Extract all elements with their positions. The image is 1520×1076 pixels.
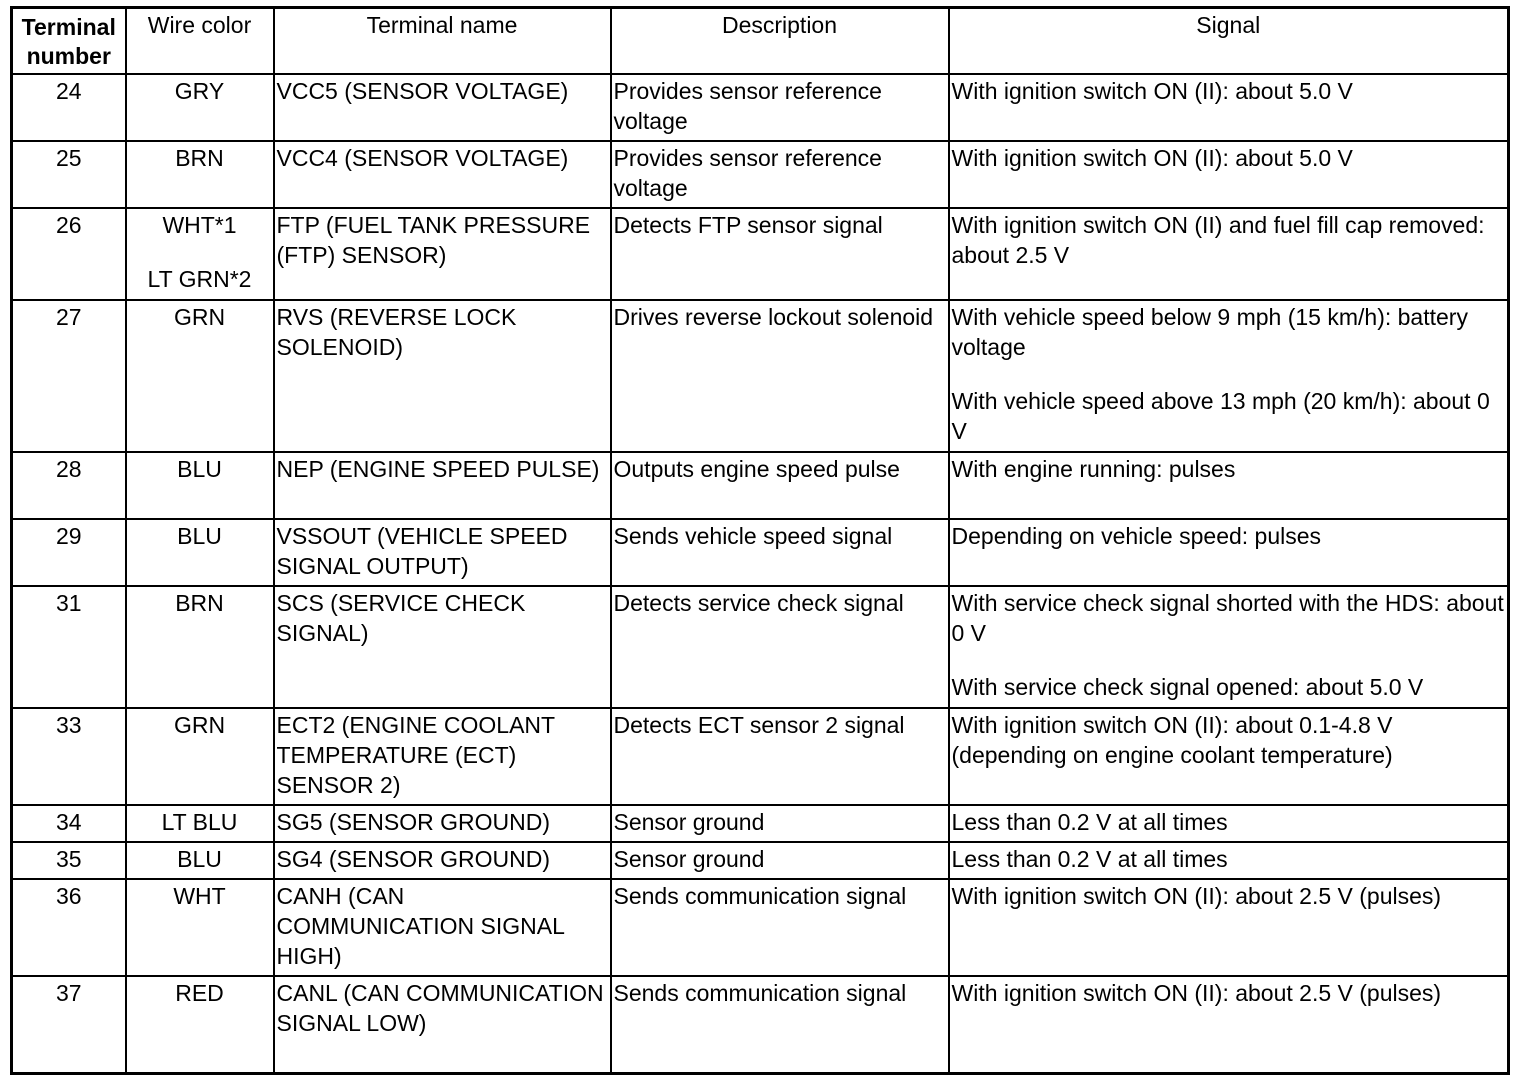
terminal-number-cell: 31 — [12, 586, 126, 708]
signal-text: Less than 0.2 V at all times — [951, 809, 1228, 835]
signal-cell — [949, 452, 1509, 519]
signal-text: With ignition switch ON (II): about 5.0 V — [951, 145, 1353, 171]
terminal-number-cell: 34 — [12, 805, 126, 842]
header-row — [12, 8, 1509, 75]
table-row — [12, 208, 1509, 300]
description-cell: Sends communication signal — [611, 976, 949, 1073]
terminal-name-cell: RVS (REVERSE LOCK SOLENOID) — [274, 300, 611, 452]
wire-color-value: BLU — [177, 846, 222, 872]
wire-color-value: GRN — [173, 304, 226, 330]
wire-color-value: BRN — [175, 145, 224, 171]
signal-text: Less than 0.2 V at all times — [951, 846, 1228, 872]
table-body — [12, 74, 1509, 1073]
signal-cell — [949, 141, 1509, 208]
terminal-name-cell: SCS (SERVICE CHECK SIGNAL) — [274, 586, 611, 708]
wire-color-cell — [126, 208, 274, 300]
signal-cell — [949, 300, 1509, 452]
wire-color-value: BRN — [175, 590, 224, 616]
wire-color-cell — [126, 519, 274, 586]
wire-color-cell — [126, 879, 274, 976]
terminal-name-cell: VSSOUT (VEHICLE SPEED SIGNAL OUTPUT) — [274, 519, 611, 586]
header-wire-color: Wire color — [126, 8, 274, 75]
header-description: Description — [611, 8, 949, 75]
terminal-number-cell: 27 — [12, 300, 126, 452]
signal-cell — [949, 879, 1509, 976]
terminal-number-cell: 24 — [12, 74, 126, 141]
table-row — [12, 586, 1509, 708]
terminal-number-cell: 28 — [12, 452, 126, 519]
signal-text: With ignition switch ON (II) and fuel fill cap removed: about 2.5 V — [951, 212, 1485, 268]
header-terminal-number: Terminal number — [12, 8, 126, 75]
terminal-number-cell: 29 — [12, 519, 126, 586]
wire-color-cell — [126, 805, 274, 842]
table-row — [12, 805, 1509, 842]
terminal-number-cell: 37 — [12, 976, 126, 1073]
table-row — [12, 300, 1509, 452]
signal-text: With ignition switch ON (II): about 2.5 V (pulses) — [951, 980, 1442, 1006]
signal-cell — [949, 208, 1509, 300]
terminal-name-cell: CANL (CAN COMMUNICATION SIGNAL LOW) — [274, 976, 611, 1073]
signal-text: With service check signal opened: about 5.0 V — [951, 674, 1424, 700]
terminal-name-cell: CANH (CAN COMMUNICATION SIGNAL HIGH) — [274, 879, 611, 976]
terminal-number-cell: 35 — [12, 842, 126, 879]
wire-color-value: LT BLU — [161, 809, 238, 835]
wire-color-cell — [126, 708, 274, 805]
wire-color-value: RED — [175, 980, 224, 1006]
wire-color-value: GRY — [174, 78, 225, 104]
terminal-name-cell: NEP (ENGINE SPEED PULSE) — [274, 452, 611, 519]
wire-color-value: WHT*1 — [162, 212, 237, 238]
terminal-name-cell: VCC5 (SENSOR VOLTAGE) — [274, 74, 611, 141]
description-cell: Provides sensor reference voltage — [611, 74, 949, 141]
description-cell: Sensor ground — [611, 842, 949, 879]
wire-color-value: LT GRN*2 — [147, 266, 252, 292]
header-signal: Signal — [949, 8, 1509, 75]
terminal-number-cell: 26 — [12, 208, 126, 300]
table-row — [12, 976, 1509, 1073]
table-row — [12, 879, 1509, 976]
wire-color-cell — [126, 586, 274, 708]
signal-text: With vehicle speed above 13 mph (20 km/h): about 0 V — [951, 388, 1490, 444]
signal-cell — [949, 708, 1509, 805]
signal-text: With ignition switch ON (II): about 2.5 V (pulses) — [951, 883, 1442, 909]
wire-color-cell — [126, 141, 274, 208]
table-header — [12, 8, 1509, 75]
terminal-name-cell: SG4 (SENSOR GROUND) — [274, 842, 611, 879]
signal-cell — [949, 805, 1509, 842]
signal-cell — [949, 519, 1509, 586]
wire-color-value: BLU — [177, 456, 222, 482]
signal-cell — [949, 74, 1509, 141]
table-row — [12, 141, 1509, 208]
table-row — [12, 452, 1509, 519]
terminal-name-cell: FTP (FUEL TANK PRESSURE (FTP) SENSOR) — [274, 208, 611, 300]
signal-text: With engine running: pulses — [951, 456, 1236, 482]
signal-cell — [949, 586, 1509, 708]
terminal-number-cell: 33 — [12, 708, 126, 805]
terminal-name-cell: VCC4 (SENSOR VOLTAGE) — [274, 141, 611, 208]
signal-text: With service check signal shorted with the HDS: about 0 V — [951, 590, 1504, 646]
wire-color-cell — [126, 842, 274, 879]
terminal-number-cell: 36 — [12, 879, 126, 976]
description-cell: Detects ECT sensor 2 signal — [611, 708, 949, 805]
signal-cell — [949, 842, 1509, 879]
wire-color-value: WHT — [173, 883, 226, 909]
signal-text: With ignition switch ON (II): about 0.1-4.8 V (depending on engine coolant temperature) — [951, 712, 1393, 768]
description-cell: Drives reverse lockout solenoid — [611, 300, 949, 452]
description-cell: Sensor ground — [611, 805, 949, 842]
terminal-name-cell: ECT2 (ENGINE COOLANT TEMPERATURE (ECT) SENSOR 2) — [274, 708, 611, 805]
signal-text: With vehicle speed below 9 mph (15 km/h): battery voltage — [951, 304, 1468, 360]
signal-text: With ignition switch ON (II): about 5.0 V — [951, 78, 1353, 104]
signal-cell — [949, 976, 1509, 1073]
description-cell: Detects FTP sensor signal — [611, 208, 949, 300]
terminal-table — [10, 6, 1510, 1075]
table-row — [12, 74, 1509, 141]
description-cell: Sends vehicle speed signal — [611, 519, 949, 586]
wire-color-value: GRN — [173, 712, 226, 738]
signal-text: Depending on vehicle speed: pulses — [951, 523, 1322, 549]
description-cell: Outputs engine speed pulse — [611, 452, 949, 519]
wire-color-cell — [126, 976, 274, 1073]
description-cell: Detects service check signal — [611, 586, 949, 708]
wire-color-cell — [126, 74, 274, 141]
wire-color-cell — [126, 300, 274, 452]
table-row — [12, 708, 1509, 805]
wire-color-cell — [126, 452, 274, 519]
table-row — [12, 519, 1509, 586]
description-cell: Sends communication signal — [611, 879, 949, 976]
table-row — [12, 842, 1509, 879]
header-terminal-name: Terminal name — [274, 8, 611, 75]
wire-color-value: BLU — [177, 523, 222, 549]
terminal-name-cell: SG5 (SENSOR GROUND) — [274, 805, 611, 842]
description-cell: Provides sensor reference voltage — [611, 141, 949, 208]
terminal-number-cell: 25 — [12, 141, 126, 208]
